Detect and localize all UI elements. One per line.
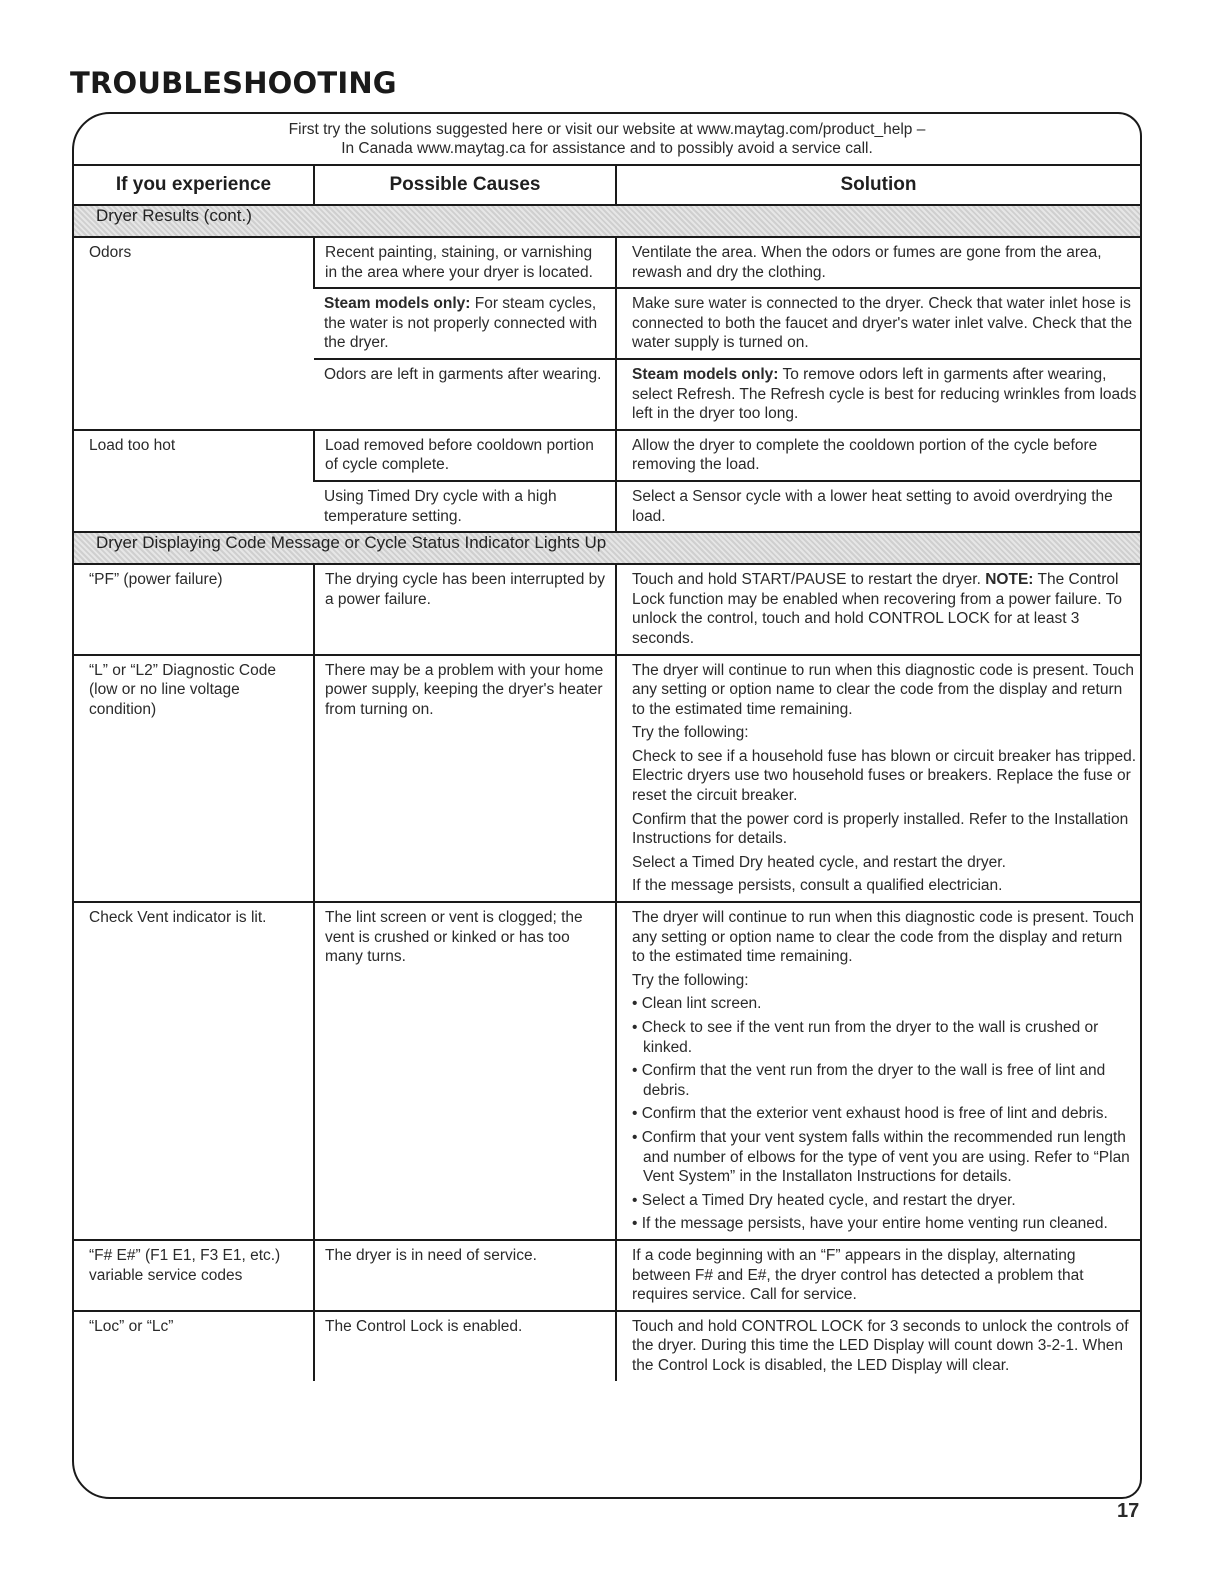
cause-cell: The dryer is in need of service. [314, 1240, 616, 1311]
solution-text: To remove odors left in garments after wearing, select Refresh. The Refresh cycle is best for reducing wrinkles from loads left in the dryer too long. [632, 365, 1137, 423]
solution-cell [616, 359, 1140, 430]
table-header-row [74, 166, 1140, 205]
problem-cell: Odors [74, 237, 314, 430]
section-title-code-message: Dryer Displaying Code Message or Cycle Status Indicator Lights Up [74, 532, 1140, 564]
problem-cell: “PF” (power failure) [74, 564, 314, 654]
solution-paragraph: The dryer will continue to run when this diagnostic code is present. Touch any setting or option name to clear the code from the display and return to the estimated time remaining. [632, 909, 1135, 966]
cause-cell [314, 288, 616, 359]
table-row [74, 1240, 1140, 1311]
table-row [74, 1311, 1140, 1381]
solution-paragraph: The dryer will continue to run when this diagnostic code is present. Touch any setting or option name to clear the code from the display and return to the estimated time remaining. [632, 661, 1135, 718]
solution-lead: Steam models only: [632, 365, 779, 383]
solution-bullet: • Confirm that your vent system falls within the recommended run length and number of elbows for the type of vent you are using. Refer to “Plan Vent System” in the Installaton Instructions for details. [632, 1128, 1130, 1186]
cause-lead: Steam models only: [324, 295, 471, 313]
cause-cell: Using Timed Dry cycle with a high temperature setting. [314, 481, 616, 532]
troubleshooting-frame [72, 112, 1142, 1499]
solution-cell: Touch and hold CONTROL LOCK for 3 seconds to unlock the controls of the dryer. During this time the LED Display will count down 3-2-1. When the Control Lock is disabled, the LED Display will clear. [616, 1311, 1140, 1381]
solution-paragraph: Confirm that the power cord is properly installed. Refer to the Installation Instructions for details. [632, 810, 1129, 848]
solution-cell: Ventilate the area. When the odors or fumes are gone from the area, rewash and dry the clothing. [616, 237, 1140, 288]
solution-paragraph: Try the following: [632, 971, 749, 989]
solution-bullet: • If the message persists, have your entire home venting run cleaned. [632, 1215, 1108, 1233]
header-solution: Solution [616, 166, 1140, 205]
table-row [74, 655, 1140, 903]
solution-cell: If a code beginning with an “F” appears in the display, alternating between F# and E#, the dryer control has detected a problem that requires service. Call for service. [616, 1240, 1140, 1311]
solution-text: The Control Lock function may be enabled when recovering from a power failure. To unlock the control, touch and hold CONTROL LOCK for at least 3 seconds. [632, 571, 1122, 647]
table-row [74, 902, 1140, 1240]
solution-paragraph: Select a Timed Dry heated cycle, and restart the dryer. [632, 853, 1006, 871]
solution-paragraph: Try the following: [632, 724, 749, 742]
page-number: 17 [1117, 1500, 1140, 1522]
problem-cell: “Loc” or “Lc” [89, 1317, 174, 1335]
solution-cell: Make sure water is connected to the dryer. Check that water inlet hose is connected to both the faucet and dryer's water inlet valve. Check that the water supply is turned on. [616, 288, 1140, 359]
table-row [74, 564, 1140, 654]
table-row [74, 430, 1140, 481]
solution-cell: Select a Sensor cycle with a lower heat setting to avoid overdrying the load. [616, 481, 1140, 532]
section-row [74, 532, 1140, 564]
solution-paragraph: If the message persists, consult a qualified electrician. [632, 877, 1003, 895]
note-label: NOTE: [985, 571, 1034, 589]
cause-cell: Load removed before cooldown portion of cycle complete. [314, 430, 616, 481]
problem-cell: “F# E#” (F1 E1, F3 E1, etc.) variable service codes [74, 1240, 314, 1311]
cause-cell: The lint screen or vent is clogged; the vent is crushed or kinked or has too many turns. [314, 902, 616, 1240]
cause-cell: The drying cycle has been interrupted by a power failure. [314, 564, 616, 654]
solution-paragraph: Check to see if a household fuse has blown or circuit breaker has tripped. Electric dryers use two household fuses or breakers. Replace the fuse or reset the circuit breaker. [632, 747, 1137, 805]
cause-cell: There may be a problem with your home power supply, keeping the dryer's heater from turning on. [314, 655, 616, 903]
section-row [74, 205, 1140, 237]
solution-cell [616, 564, 1140, 654]
section-title-dryer-results: Dryer Results (cont.) [74, 205, 1140, 237]
header-if-you-experience: If you experience [74, 166, 314, 205]
solution-cell [616, 655, 1140, 903]
cause-cell: Recent painting, staining, or varnishing in the area where your dryer is located. [314, 237, 616, 288]
solution-text: Touch and hold START/PAUSE to restart the dryer. [632, 571, 981, 589]
intro-text [74, 114, 1140, 166]
problem-cell: Check Vent indicator is lit. [74, 902, 314, 1240]
solution-bullet: • Select a Timed Dry heated cycle, and restart the dryer. [632, 1191, 1016, 1209]
solution-cell: Allow the dryer to complete the cooldown portion of the cycle before removing the load. [616, 430, 1140, 481]
intro-line-1: First try the solutions suggested here or visit our website at www.maytag.com/product_help – [288, 121, 926, 138]
table-row [74, 237, 1140, 288]
problem-cell: “L” or “L2” Diagnostic Code (low or no line voltage condition) [74, 655, 314, 903]
solution-bullet: • Clean lint screen. [632, 995, 762, 1013]
troubleshooting-table [74, 166, 1140, 1381]
page-title: TROUBLESHOOTING [70, 66, 397, 100]
cause-text: For steam cycles, the water is not properly connected with the dryer. [324, 295, 598, 352]
problem-cell: Load too hot [74, 430, 314, 532]
solution-bullet: • Confirm that the vent run from the dryer to the wall is free of lint and debris. [632, 1062, 1106, 1099]
intro-line-2: In Canada www.maytag.ca for assistance and to possibly avoid a service call. [341, 140, 873, 157]
header-possible-causes: Possible Causes [314, 166, 616, 205]
solution-bullet: • Confirm that the exterior vent exhaust hood is free of lint and debris. [632, 1105, 1108, 1123]
cause-cell: Odors are left in garments after wearing. [314, 359, 616, 430]
solution-cell [616, 902, 1140, 1240]
cause-cell: The Control Lock is enabled. [314, 1311, 616, 1381]
solution-bullet: • Check to see if the vent run from the dryer to the wall is crushed or kinked. [632, 1019, 1099, 1056]
